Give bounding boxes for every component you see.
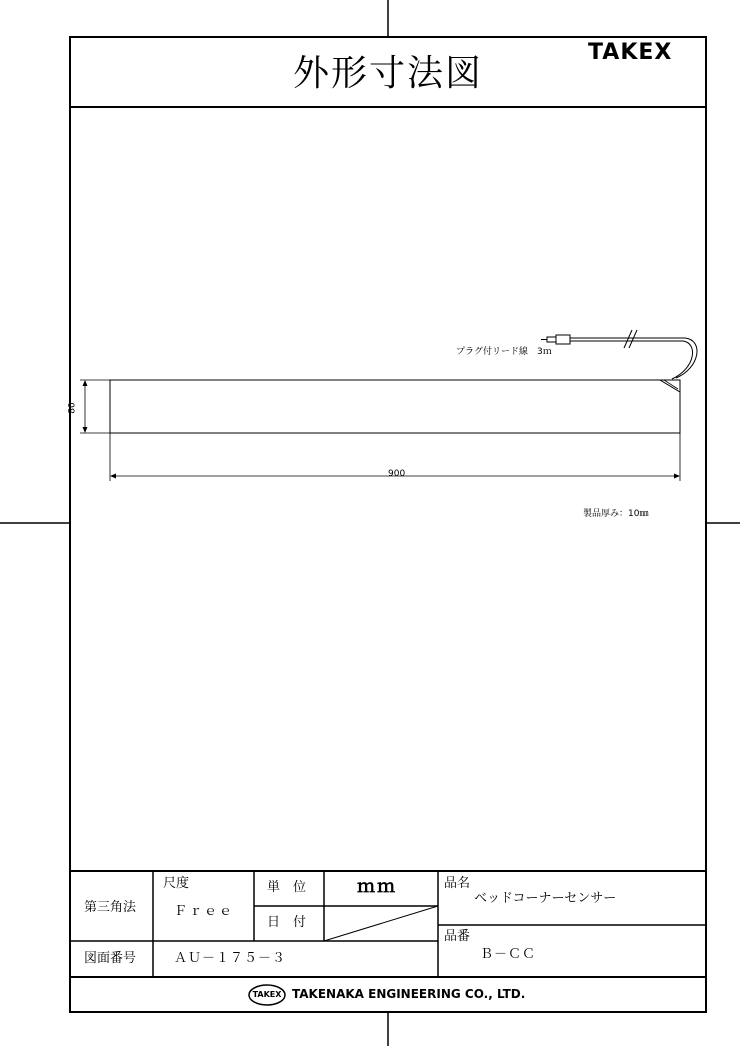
break-mark-2 xyxy=(629,330,637,348)
date-cell-diagonal xyxy=(324,906,438,941)
height-arrow-top xyxy=(83,380,88,386)
cable-exit xyxy=(660,380,680,392)
width-arrow-left xyxy=(110,474,116,479)
footer-logo-text: TAKEX xyxy=(252,990,282,999)
unit-label: 単 位 xyxy=(267,880,307,895)
lead-wire-note: プラグ付リード線 3ｍ xyxy=(456,347,552,357)
width-dimension: 900 xyxy=(388,469,406,479)
sheet-frame xyxy=(70,37,706,1012)
scale-value: Ｆｒｅｅ xyxy=(174,904,235,919)
lead-wire-inner xyxy=(570,341,693,379)
width-arrow-right xyxy=(674,474,680,479)
drawing-number-label: 図面番号 xyxy=(84,951,137,966)
thickness-note: 製品厚み：10㎜ xyxy=(583,509,649,519)
plug-body xyxy=(556,335,570,344)
brand-logo: TAKEX xyxy=(588,40,673,65)
company-name: TAKENAKA ENGINEERING CO., LTD. xyxy=(292,987,526,1001)
unit-value: ｍｍ xyxy=(357,876,397,897)
product-number-label: 品番 xyxy=(444,929,471,944)
product-number-value: Ｂ－ＣＣ xyxy=(480,947,537,962)
drawing-title: 外形寸法図 xyxy=(292,53,483,94)
plug-tip xyxy=(547,337,556,342)
cable-exit-detail xyxy=(664,380,678,389)
drawing-number-value: ＡＵ－１７５－３ xyxy=(174,951,287,966)
product-name-label: 品名 xyxy=(444,876,471,891)
product-name-value: ベッドコーナーセンサー xyxy=(474,891,617,906)
height-arrow-bottom xyxy=(83,427,88,433)
break-mark-1 xyxy=(624,330,632,348)
height-dimension: 80 xyxy=(67,402,78,414)
sensor-outline xyxy=(110,380,680,433)
projection-label: 第三角法 xyxy=(84,900,137,915)
scale-label: 尺度 xyxy=(163,876,190,891)
lead-wire xyxy=(570,338,697,378)
date-label: 日 付 xyxy=(267,915,307,930)
